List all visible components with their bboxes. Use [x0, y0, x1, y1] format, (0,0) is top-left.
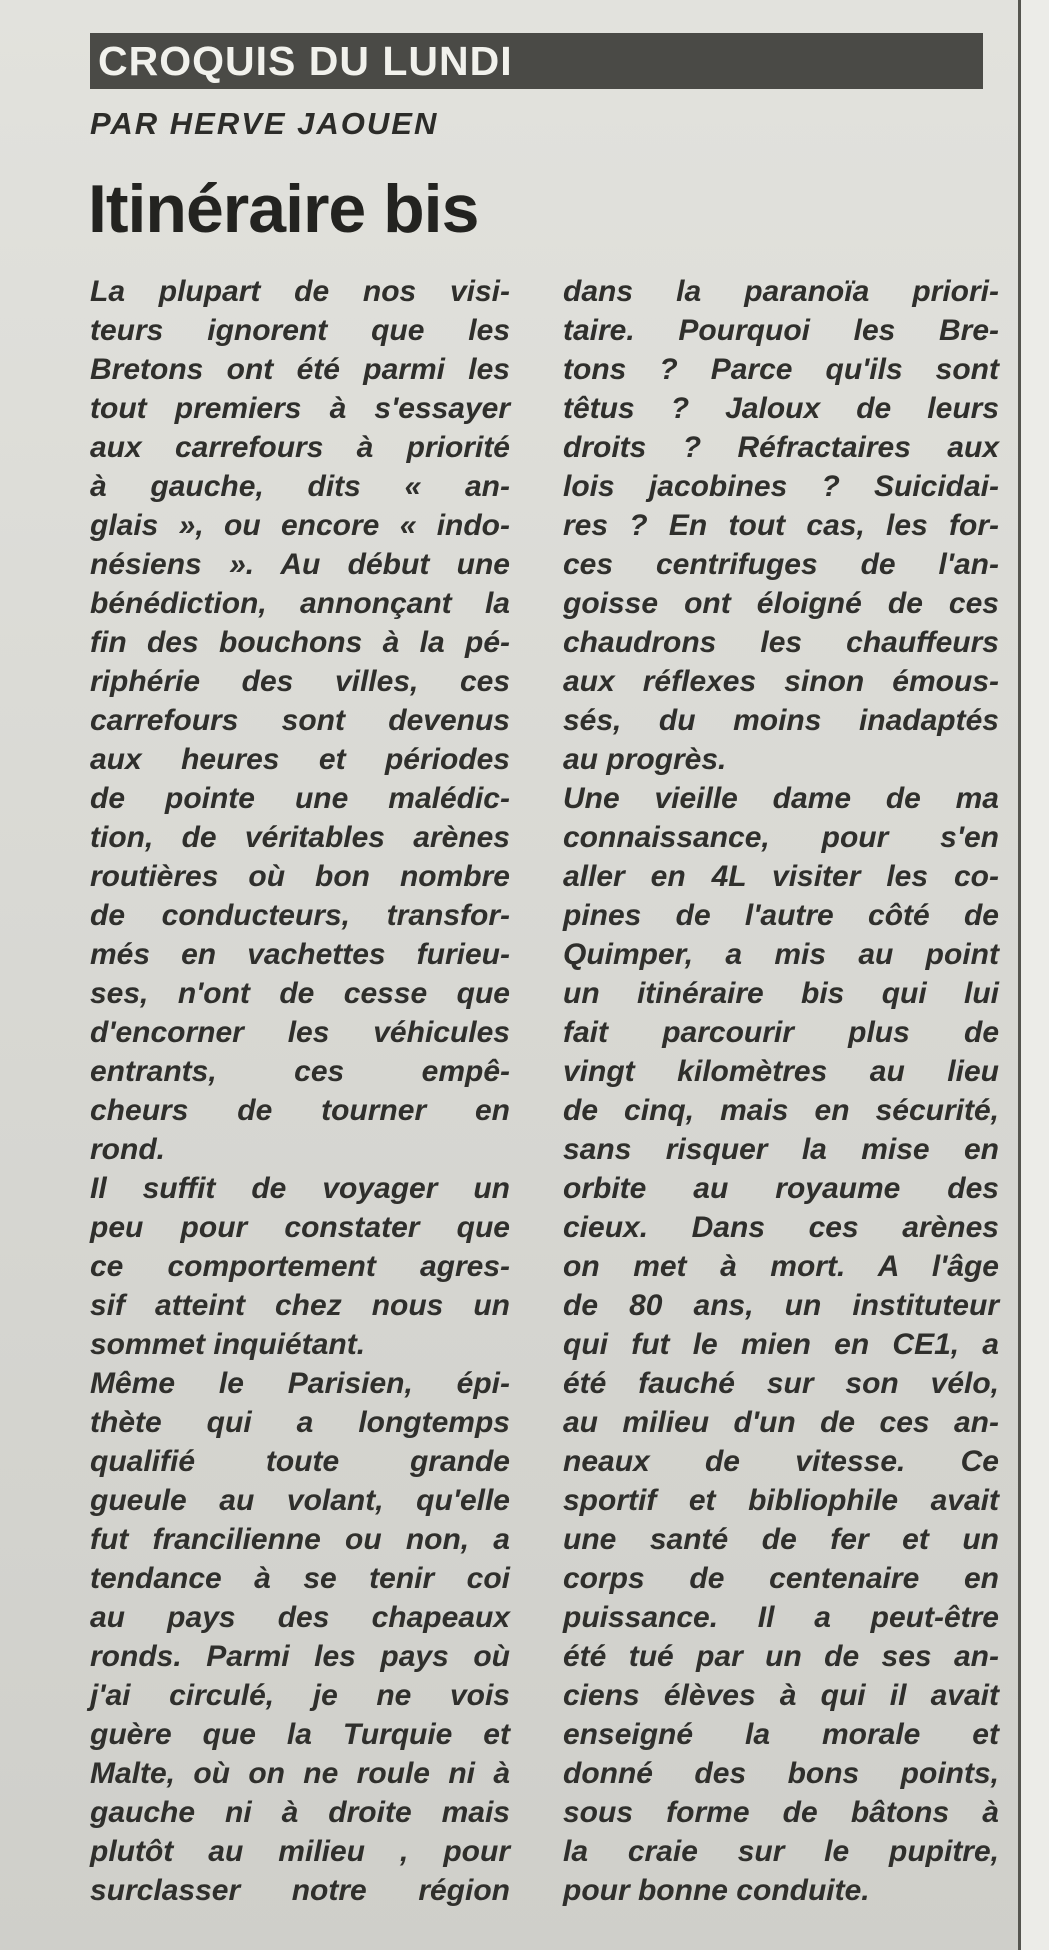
article-text-line: donné des bons points, [563, 1757, 999, 1790]
article-text-line: entrants, ces empê- [90, 1055, 510, 1088]
article-text-line: ronds. Parmi les pays où [90, 1640, 510, 1673]
article-text-line: orbite au royaume des [563, 1172, 999, 1205]
article-text-line: peu pour constater que [90, 1211, 510, 1244]
article-text-line: La plupart de nos visi- [90, 275, 510, 308]
article-text-line: sans risquer la mise en [563, 1133, 999, 1166]
rubric-banner [90, 33, 983, 89]
article-text-line: Quimper, a mis au point [563, 938, 999, 971]
article-headline: Itinéraire bis [88, 171, 479, 247]
article-text-line: corps de centenaire en [563, 1562, 999, 1595]
article-text-line: qui fut le mien en CE1, a [563, 1328, 999, 1361]
article-text-line: au milieu d'un de ces an- [563, 1406, 999, 1439]
article-text-line: de pointe une malédic- [90, 782, 510, 815]
article-text-line: bénédiction, annonçant la [90, 587, 510, 620]
page-margin [1021, 0, 1049, 1950]
article-text-line: qualifié toute grande [90, 1445, 510, 1478]
article-text-line: la craie sur le pupitre, [563, 1835, 999, 1868]
article-text-line: au progrès. [563, 743, 727, 776]
article-text-line: vingt kilomètres au lieu [563, 1055, 999, 1088]
article-text-line: aux carrefours à priorité [90, 431, 510, 464]
article-text-line: tons ? Parce qu'ils sont [563, 353, 999, 386]
article-text-line: riphérie des villes, ces [90, 665, 510, 698]
article-column-right [563, 272, 999, 1910]
article-text-line: ces centrifuges de l'an- [563, 548, 999, 581]
article-text-line: fut francilienne ou non, a [90, 1523, 510, 1556]
article-text-line: pour bonne conduite. [563, 1874, 870, 1907]
article-text-line: enseigné la morale et [563, 1718, 999, 1751]
article-text-line: à gauche, dits « an- [90, 470, 510, 503]
article-text-line: pines de l'autre côté de [563, 899, 999, 932]
byline: PAR HERVE JAOUEN [90, 106, 439, 141]
article-text-line: lois jacobines ? Suicidai- [563, 470, 999, 503]
article-text-line: goisse ont éloigné de ces [563, 587, 999, 620]
article-text-line: aller en 4L visiter les co- [563, 860, 999, 893]
article-text-line: j'ai circulé, je ne vois [90, 1679, 510, 1712]
article-column-left [90, 272, 510, 1910]
article-text-line: cheurs de tourner en [90, 1094, 510, 1127]
article-text-line: têtus ? Jaloux de leurs [563, 392, 999, 425]
article-text-line: cieux. Dans ces arènes [563, 1211, 999, 1244]
article-text-line: aux heures et périodes [90, 743, 510, 776]
article-text-line: glais », ou encore « indo- [90, 509, 510, 542]
article-text-line: gueule au volant, qu'elle [90, 1484, 510, 1517]
article-text-line: nésiens ». Au début une [90, 548, 510, 581]
article-text-line: chaudrons les chauffeurs [563, 626, 999, 659]
article-text-line: au pays des chapeaux [90, 1601, 510, 1634]
article-text-line: un itinéraire bis qui lui [563, 977, 999, 1010]
article-text-line: plutôt au milieu , pour [90, 1835, 510, 1868]
article-text-line: aux réflexes sinon émous- [563, 665, 999, 698]
article-text-line: d'encorner les véhicules [90, 1016, 510, 1049]
article-text-line: tendance à se tenir coi [90, 1562, 510, 1595]
article-text-line: neaux de vitesse. Ce [563, 1445, 999, 1478]
article-text-line: fait parcourir plus de [563, 1016, 999, 1049]
article-text-line: Malte, où on ne roule ni à [90, 1757, 510, 1790]
article-text-line: gauche ni à droite mais [90, 1796, 510, 1829]
article-text-line: res ? En tout cas, les for- [563, 509, 999, 542]
article-text-line: sportif et bibliophile avait [563, 1484, 999, 1517]
article-text-line: sommet inquiétant. [90, 1328, 366, 1361]
article-text-line: taire. Pourquoi les Bre- [563, 314, 999, 347]
article-text-line: puissance. Il a peut-être [563, 1601, 999, 1634]
article-text-line: de conducteurs, transfor- [90, 899, 510, 932]
article-text-line: connaissance, pour s'en [563, 821, 999, 854]
article-text-line: une santé de fer et un [563, 1523, 999, 1556]
article-text-line: routières où bon nombre [90, 860, 510, 893]
article-text-line: teurs ignorent que les [90, 314, 510, 347]
article-text-line: sés, du moins inadaptés [563, 704, 999, 737]
article-text-line: més en vachettes furieu- [90, 938, 510, 971]
article-text-line: de 80 ans, un instituteur [563, 1289, 999, 1322]
article-text-line: ce comportement agres- [90, 1250, 510, 1283]
rubric-title: CROQUIS DU LUNDI [98, 38, 513, 84]
article-text-line: été fauché sur son vélo, [563, 1367, 999, 1400]
article-text-line: ciens élèves à qui il avait [563, 1679, 999, 1712]
article-text-line: carrefours sont devenus [90, 704, 510, 737]
article-text-line: ses, n'ont de cesse que [90, 977, 510, 1010]
article-text-line: de cinq, mais en sécurité, [563, 1094, 999, 1127]
article-text-line: Il suffit de voyager un [90, 1172, 510, 1205]
article-text-line: Même le Parisien, épi- [90, 1367, 510, 1400]
article-text-line: sif atteint chez nous un [90, 1289, 510, 1322]
article-text-line: thète qui a longtemps [90, 1406, 510, 1439]
article-text-line: été tué par un de ses an- [563, 1640, 999, 1673]
article-text-line: guère que la Turquie et [90, 1718, 510, 1751]
article-text-line: sous forme de bâtons à [563, 1796, 999, 1829]
article-text-line: fin des bouchons à la pé- [90, 626, 510, 659]
article-text-line: Bretons ont été parmi les [90, 353, 510, 386]
article-text-line: dans la paranoïa priori- [563, 275, 999, 308]
article-text-line: surclasser notre région [90, 1874, 510, 1907]
article-text-line: Une vieille dame de ma [563, 782, 999, 815]
article-text-line: on met à mort. A l'âge [563, 1250, 999, 1283]
article-text-line: rond. [90, 1133, 165, 1166]
article-text-line: droits ? Réfractaires aux [563, 431, 999, 464]
article-text-line: tion, de véritables arènes [90, 821, 510, 854]
article-text-line: tout premiers à s'essayer [90, 392, 510, 425]
